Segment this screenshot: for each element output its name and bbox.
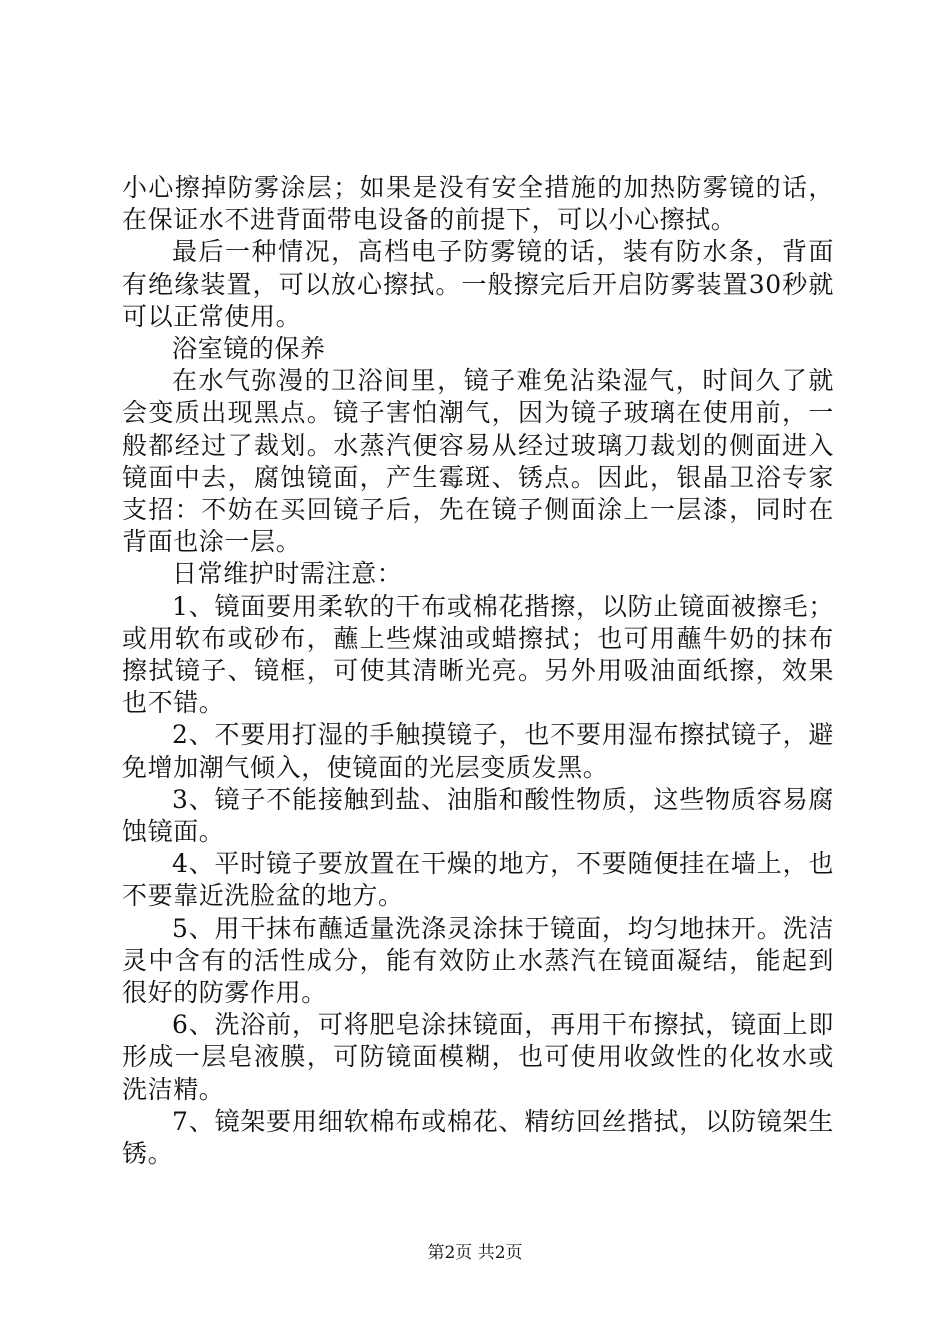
subheading-daily-maintenance: 日常维护时需注意：	[172, 559, 403, 589]
list-item-4: 4、平时镜子要放置在干燥的地方，不要随便挂在墙上，也不要靠近洗脸盆的地方。	[122, 849, 834, 911]
list-item-3: 3、镜子不能接触到盐、油脂和酸性物质，这些物质容易腐蚀镜面。	[122, 784, 834, 847]
document-body	[122, 172, 834, 1170]
page-number-footer: 第2页 共2页	[427, 1243, 523, 1263]
list-item-6: 6、洗浴前，可将肥皂涂抹镜面，再用干布擦拭，镜面上即形成一层皂液膜，可防镜面模糊，也可使用收敛性的化妆水或洗洁精。	[122, 1010, 834, 1104]
paragraph-continuation: 小心擦掉防雾涂层；如果是没有安全措施的加热防雾镜的话，在保证水不进背面带电设备的前提下，可以小心擦拭。	[122, 173, 834, 235]
list-item-5: 5、用干抹布蘸适量洗涤灵涂抹于镜面，均匀地抹开。洗洁灵中含有的活性成分，能有效防止水蒸汽在镜面凝结，能起到很好的防雾作用。	[122, 913, 834, 1008]
section-heading-bathroom-mirror-care: 浴室镜的保养	[172, 334, 326, 364]
list-item-2: 2、不要用打湿的手触摸镜子，也不要用湿布擦拭镜子，避免增加潮气倾入，使镜面的光层变质发黑。	[122, 720, 834, 782]
list-item-1: 1、镜面要用柔软的干布或棉花揩擦，以防止镜面被擦毛；或用软布或砂布，蘸上些煤油或蜡擦拭；也可用蘸牛奶的抹布擦拭镜子、镜框，可使其清晰光亮。另外用吸油面纸擦，效果也不错。	[122, 591, 834, 718]
paragraph-electronic-mirror: 最后一种情况，高档电子防雾镜的话，装有防水条，背面有绝缘装置，可以放心擦拭。一般擦完后开启防雾装置30秒就可以正常使用。	[122, 237, 834, 331]
list-item-7: 7、镜架要用细软棉布或棉花、精纺回丝揩拭，以防镜架生锈。	[122, 1106, 834, 1169]
paragraph-moisture: 在水气弥漫的卫浴间里，镜子难免沾染湿气，时间久了就会变质出现黑点。镜子害怕潮气，因为镜子玻璃在使用前，一般都经过了裁划。水蒸汽便容易从经过玻璃刀裁划的侧面进入镜面中去，腐蚀镜面，产生霉斑、锈点。因此，银晶卫浴专家支招：不妨在买回镜子后，先在镜子侧面涂上一层漆，同时在背面也涂一层。	[122, 366, 834, 557]
